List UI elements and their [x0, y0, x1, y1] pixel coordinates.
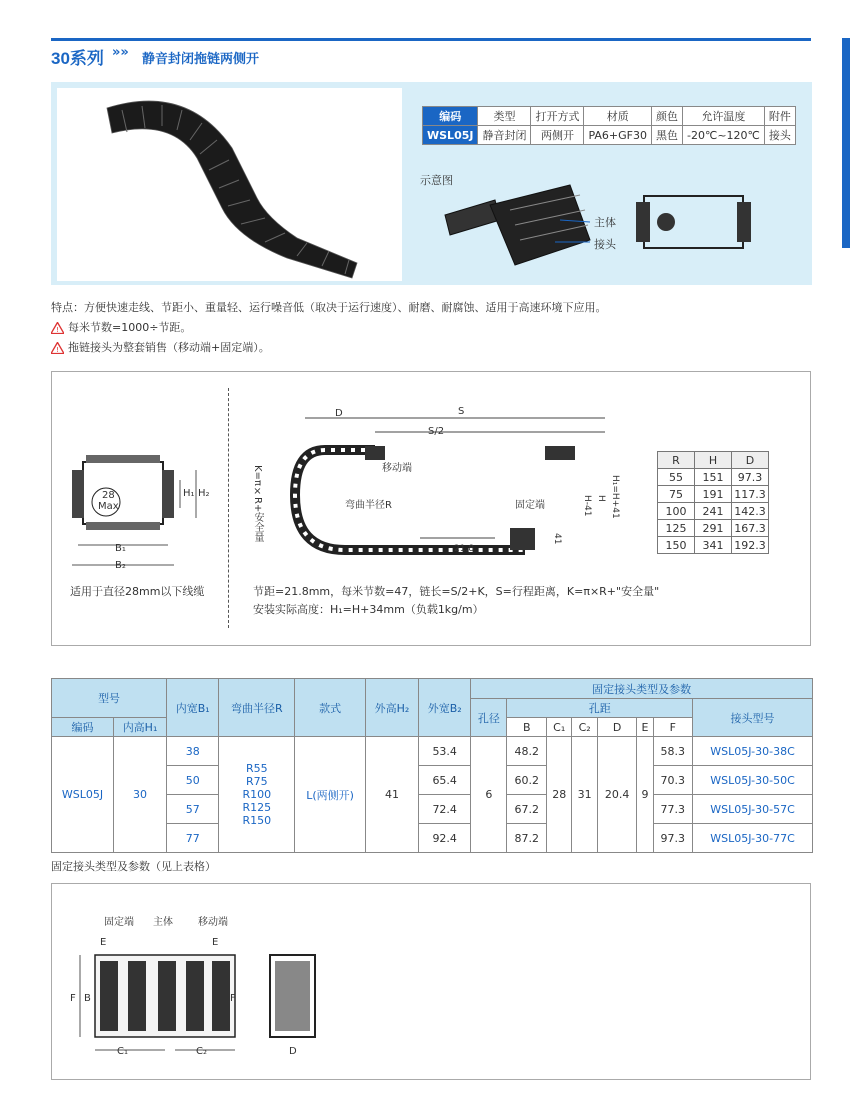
- c1-cell: 28: [547, 737, 572, 853]
- joint-model-cell: WSL05J-30-77C: [693, 824, 813, 853]
- spec-header: 附件: [764, 107, 795, 126]
- divider: [228, 388, 229, 628]
- f-cell: 70.3: [653, 766, 693, 795]
- e-label: E: [212, 937, 219, 948]
- joint-label: 接头: [594, 238, 616, 251]
- n41-label: 41: [552, 533, 562, 545]
- bend-value: R100: [242, 788, 272, 801]
- r-cell: 142.3: [732, 503, 769, 520]
- spec-header: 编码: [423, 107, 478, 126]
- side-tab: [842, 38, 850, 248]
- joint-model-cell: WSL05J-30-50C: [693, 766, 813, 795]
- moving-end-label: 移动端: [382, 463, 412, 474]
- style-cell: L(两侧开): [295, 737, 366, 853]
- footer-note: 固定接头类型及参数（见上表格）: [51, 860, 216, 873]
- spec-header: 允许温度: [683, 107, 765, 126]
- max-diameter-label: [98, 490, 119, 512]
- th-sub: E: [637, 718, 653, 737]
- bend-radius-label: 弯曲半径R: [345, 500, 392, 511]
- r-cell: 125: [658, 520, 695, 537]
- warning-row: [51, 338, 607, 358]
- arrows-icon: »»: [112, 45, 129, 60]
- b-label: B: [84, 993, 91, 1004]
- b2-cell: 92.4: [419, 824, 471, 853]
- r-cell: 167.3: [732, 520, 769, 537]
- inner-h-cell: 30: [113, 737, 166, 853]
- spec-cell: 黑色: [652, 126, 683, 145]
- r-cell: 97.3: [732, 469, 769, 486]
- bend-cell: [219, 737, 295, 853]
- s-half-label: S/2: [428, 426, 445, 437]
- h2-label: H₂: [198, 488, 210, 499]
- th-sub: C₂: [572, 718, 597, 737]
- warning-text: 每米节数=1000÷节距。: [68, 321, 192, 334]
- warning-icon: [51, 342, 64, 354]
- b1-label: B₁: [115, 543, 126, 554]
- bend-value: R75: [245, 775, 268, 788]
- th-style: 款式: [295, 679, 366, 737]
- f-label: F: [230, 993, 236, 1004]
- th-sub: F: [653, 718, 693, 737]
- spec-cell: PA6+GF30: [584, 126, 652, 145]
- f-cell: 58.3: [653, 737, 693, 766]
- th-hole-pitch: 孔距: [507, 699, 693, 718]
- r-cell: 55: [658, 469, 695, 486]
- series-title: 30系列: [51, 49, 104, 68]
- spec-header: 类型: [478, 107, 531, 126]
- r-cell: 191: [695, 486, 732, 503]
- joint-model-cell: WSL05J-30-57C: [693, 795, 813, 824]
- hf-label: H₁=H+41: [610, 475, 620, 519]
- bend-value: R55: [245, 762, 268, 775]
- d-label: D: [289, 1046, 297, 1057]
- r-cell: 75: [658, 486, 695, 503]
- th-outer-w: 外宽B₂: [419, 679, 471, 737]
- b-cell: 48.2: [507, 737, 547, 766]
- r-cell: 192.3: [732, 537, 769, 554]
- svg-text:!: !: [56, 345, 59, 354]
- spec-header: 打开方式: [531, 107, 584, 126]
- r-cell: 241: [695, 503, 732, 520]
- h1-label: H₁: [183, 488, 195, 499]
- th-inner-w: 内宽B₁: [167, 679, 219, 737]
- e-label: E: [100, 937, 107, 948]
- b1-cell: 38: [167, 737, 219, 766]
- outer-h-cell: 41: [365, 737, 418, 853]
- spec-cell: 接头: [764, 126, 795, 145]
- bend-value: R125: [242, 801, 272, 814]
- features-text: 特点：方便快速走线、节距小、重量轻、运行噪音低（取决于运行速度）、耐磨、耐腐蚀、适用于高速环境下应用。: [51, 301, 607, 314]
- code-cell: WSL05J: [52, 737, 114, 853]
- b2-cell: 65.4: [419, 766, 471, 795]
- cross-section-caption: 适用于直径28mm以下线缆: [70, 585, 205, 598]
- r-cell: 117.3: [732, 486, 769, 503]
- c2-cell: 31: [572, 737, 597, 853]
- bend-value: R150: [242, 814, 272, 827]
- th-code: 编码: [52, 718, 114, 737]
- cross-section-drawing: [68, 450, 218, 579]
- c1-label: C₁: [117, 1046, 128, 1057]
- b2-cell: 72.4: [419, 795, 471, 824]
- f-label: F: [70, 993, 76, 1004]
- th-model: 型号: [52, 679, 167, 718]
- warning-text: 拖链接头为整套销售（移动端+固定端）。: [68, 341, 270, 354]
- header-rule: [51, 38, 811, 41]
- th-hole-dia: 孔径: [471, 699, 507, 737]
- warning-icon: [51, 322, 64, 334]
- spec-cell: WSL05J: [423, 126, 478, 145]
- product-photo: [57, 88, 402, 281]
- th-sub: C₁: [547, 718, 572, 737]
- c2-label: C₂: [196, 1046, 207, 1057]
- body-text: 主体: [153, 917, 173, 928]
- max-sub: Max: [98, 501, 119, 512]
- r-table: [657, 451, 769, 554]
- k-label: K=π×R+安全量: [252, 465, 263, 543]
- th-outer-h: 外高H₂: [365, 679, 418, 737]
- spec-cell: 两侧开: [531, 126, 584, 145]
- h41-label: H-41: [582, 495, 592, 517]
- h-label: H: [596, 495, 606, 502]
- fixed-end-text: 固定端: [104, 917, 134, 928]
- th-joint-params: 固定接头类型及参数: [471, 679, 813, 699]
- b1-cell: 50: [167, 766, 219, 795]
- model-table: [51, 678, 813, 853]
- f-cell: 97.3: [653, 824, 693, 853]
- moving-end-text: 移动端: [198, 917, 228, 928]
- b-cell: 87.2: [507, 824, 547, 853]
- r-cell: 291: [695, 520, 732, 537]
- fixed-end-label: 固定端: [515, 500, 545, 511]
- spec-table: [422, 106, 796, 145]
- th-sub: D: [597, 718, 637, 737]
- side-view-drawing: [285, 410, 615, 574]
- d-label: D: [335, 408, 343, 419]
- r-header: R: [658, 452, 695, 469]
- f-cell: 77.3: [653, 795, 693, 824]
- th-sub: B: [507, 718, 547, 737]
- pitch-line: 节距=21.8mm，每米节数=47，链长=S/2+K，S=行程距离，K=π×R+"安全量": [253, 585, 660, 598]
- s-label: S: [458, 406, 465, 417]
- hole-dia-cell: 6: [471, 737, 507, 853]
- th-joint-model: 接头型号: [693, 699, 813, 737]
- r-cell: 150: [658, 537, 695, 554]
- spec-header: 颜色: [652, 107, 683, 126]
- b-cell: 60.2: [507, 766, 547, 795]
- b2-label: B₂: [115, 560, 126, 571]
- schematic-label: 示意图: [420, 174, 453, 187]
- end-view-drawing: [636, 190, 751, 259]
- d-cell: 20.4: [597, 737, 637, 853]
- r-header: D: [732, 452, 769, 469]
- b1-cell: 77: [167, 824, 219, 853]
- th-bend-r: 弯曲半径R: [219, 679, 295, 737]
- svg-text:!: !: [56, 325, 59, 334]
- spec-header: 材质: [584, 107, 652, 126]
- e-cell: 9: [637, 737, 653, 853]
- r-cell: 151: [695, 469, 732, 486]
- b2-cell: 53.4: [419, 737, 471, 766]
- b1-cell: 57: [167, 795, 219, 824]
- r-cell: 341: [695, 537, 732, 554]
- warning-row: [51, 318, 607, 338]
- series-subtitle: 静音封闭拖链两侧开: [142, 52, 260, 67]
- max-value: 28: [101, 490, 115, 501]
- pitch-label: 21.8: [454, 544, 475, 554]
- r-cell: 100: [658, 503, 695, 520]
- r-header: H: [695, 452, 732, 469]
- body-label: 主体: [594, 216, 616, 229]
- b-cell: 67.2: [507, 795, 547, 824]
- th-inner-h: 内高H₁: [113, 718, 166, 737]
- spec-cell: -20℃~120℃: [683, 126, 765, 145]
- joint-model-cell: WSL05J-30-38C: [693, 737, 813, 766]
- notes: [51, 298, 607, 358]
- height-line: 安装实际高度：H₁=H+34mm（负载1kg/m）: [253, 603, 484, 616]
- spec-cell: 静音封闭: [478, 126, 531, 145]
